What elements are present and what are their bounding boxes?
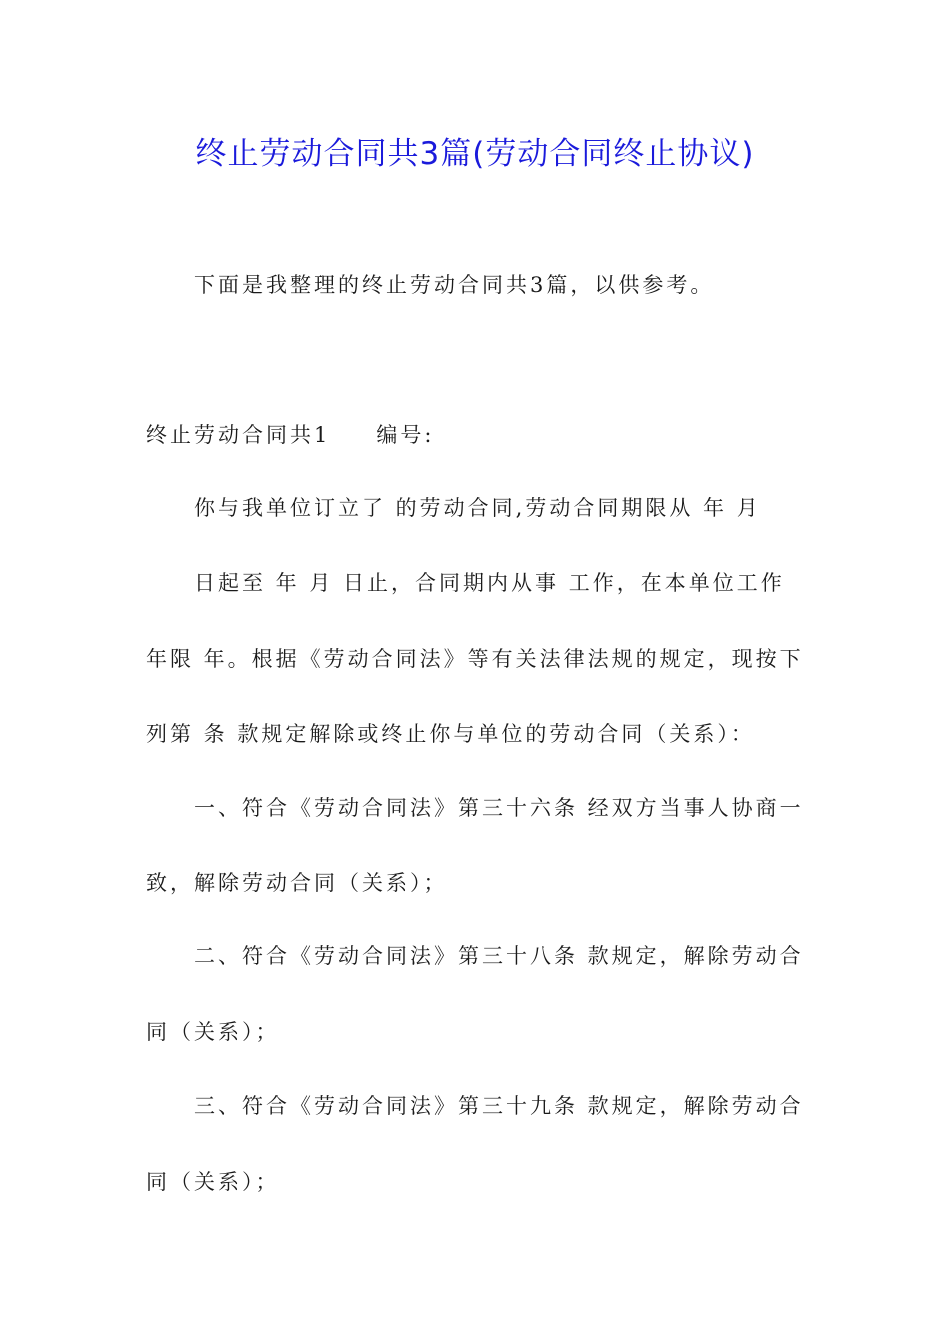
- intro-paragraph: 下面是我整理的终止劳动合同共3篇，以供参考。: [194, 273, 715, 297]
- section-heading-row: [146, 420, 434, 450]
- section-heading: 终止劳动合同共1: [146, 423, 331, 447]
- body-line-2: 日起至 年 月 日止，合同期内从事 工作，在本单位工作: [194, 571, 785, 595]
- body-line-5: 一、符合《劳动合同法》第三十六条 经双方当事人协商一: [194, 796, 804, 820]
- body-line-7: 二、符合《劳动合同法》第三十八条 款规定，解除劳动合: [194, 944, 804, 968]
- body-line-10: 同（关系）；: [146, 1170, 280, 1194]
- body-line-6: 致，解除劳动合同（关系）；: [146, 871, 448, 895]
- number-label: 编号:: [376, 423, 435, 447]
- body-line-3: 年限 年。根据《劳动合同法》等有关法律法规的规定，现按下: [146, 647, 804, 671]
- body-line-4: 列第 条 款规定解除或终止你与单位的劳动合同（关系）：: [146, 722, 755, 746]
- body-line-9: 三、符合《劳动合同法》第三十九条 款规定，解除劳动合: [194, 1094, 804, 1118]
- body-line-1: 你与我单位订立了 的劳动合同,劳动合同期限从 年 月: [194, 496, 761, 520]
- document-title: 终止劳动合同共3篇(劳动合同终止协议): [195, 136, 755, 172]
- body-line-8: 同（关系）；: [146, 1020, 280, 1044]
